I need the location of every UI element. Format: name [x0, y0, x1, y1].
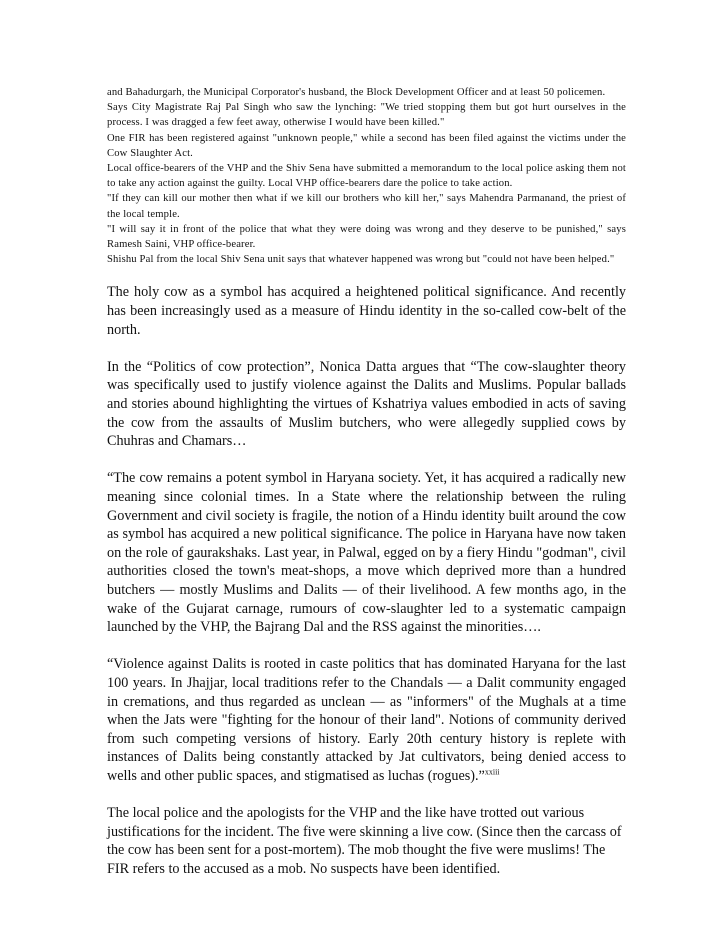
excerpt-paragraph: "If they can kill our mother then what if we kill our brothers who kill her," says Mahendra Parmanand, the priest of the local temple.	[107, 193, 626, 220]
essay-body	[107, 283, 626, 878]
body-paragraph: In the “Politics of cow protection”, Nonica Datta argues that “The cow-slaughter theory was specifically used to justify violence against the Dalits and Muslims. Popular ballads and stories abound highlighting the virtues of Kshatriya values embodied in acts of saving the cow from the assaults of Muslim butchers, who were allegedly supplied cows by Chuhras and Chamars…	[107, 358, 626, 450]
excerpt-paragraph: "I will say it in front of the police that what they were doing was wrong and they deserve to be punished," says Ramesh Saini, VHP office-bearer.	[107, 223, 626, 251]
excerpt-paragraph: Local office-bearers of the VHP and the Shiv Sena have submitted a memorandum to the local police asking them not to take any action against the guilty. Local VHP office-bearers dare the police to take action.	[107, 163, 626, 190]
excerpt-paragraph: Says City Magistrate Raj Pal Singh who saw the lynching: "We tried stopping them but got hurt ourselves in the process. I was dragged a few feet away, otherwise I would have been killed."	[107, 102, 626, 129]
excerpt-paragraph: Shishu Pal from the local Shiv Sena unit says that whatever happened was wrong but "could not have been helped."	[107, 254, 615, 266]
excerpt-paragraph: and Bahadurgarh, the Municipal Corporator's husband, the Block Development Officer and at least 50 policemen.	[107, 87, 606, 98]
quote-paragraph-dalits	[107, 655, 626, 785]
news-excerpt	[107, 85, 626, 267]
excerpt-paragraph: One FIR has been registered against "unknown people," while a second has been filed against the victims under the Cow Slaughter Act.	[107, 132, 626, 159]
body-paragraph: The holy cow as a symbol has acquired a heightened political significance. And recently has been increasingly used as a measure of Hindu identity in the so-called cow-belt of the north.	[107, 284, 626, 338]
quote-text: “Violence against Dalits is rooted in caste politics that has dominated Haryana for the last 100 years. In Jhajjar, local traditions refer to the Chandals — a Dalit community engaged in cremations, and thus regarded as unclean — as "informers" of the Mughals at a time when the Jats were "fighting for the honour of their land". Notions of community derived from such competing versions of history. Early 20th century history is replete with instances of Dalits being constantly attacked by Jat cultivators, being denied access to wells and other public spaces, and stigmatised as luchas (rogues).”	[107, 656, 626, 784]
quote-paragraph: “The cow remains a potent symbol in Haryana society. Yet, it has acquired a radically new meaning since colonial times. In a State where the relationship between the ruling Government and civil society is fragile, the notion of a Hindu identity built around the cow as symbol has acquired a new political significance. The police in Haryana have now taken on the role of gaurakshaks. Last year, in Palwal, egged on by a fiery Hindu "godman", civil authorities closed the town's meat-shops, a move which deprived more than a hundred butchers — mostly Muslims and Dalits — of their livelihood. A few months ago, in the wake of the Gujarat carnage, rumours of cow-slaughter led to a systematic campaign launched by the VHP, the Bajrang Dal and the RSS against the minorities….	[107, 470, 626, 636]
document-body	[107, 85, 626, 878]
closing-paragraph: The local police and the apologists for the VHP and the like have trotted out various justifications for the incident. The five were skinning a live cow. (Since then the carcass of the cow has been sent for a post-mortem). The mob thought the five were muslims! The FIR refers to the accused as a mob. No suspects have been identified.	[107, 805, 622, 877]
footnote-marker: xxiii	[484, 767, 500, 777]
